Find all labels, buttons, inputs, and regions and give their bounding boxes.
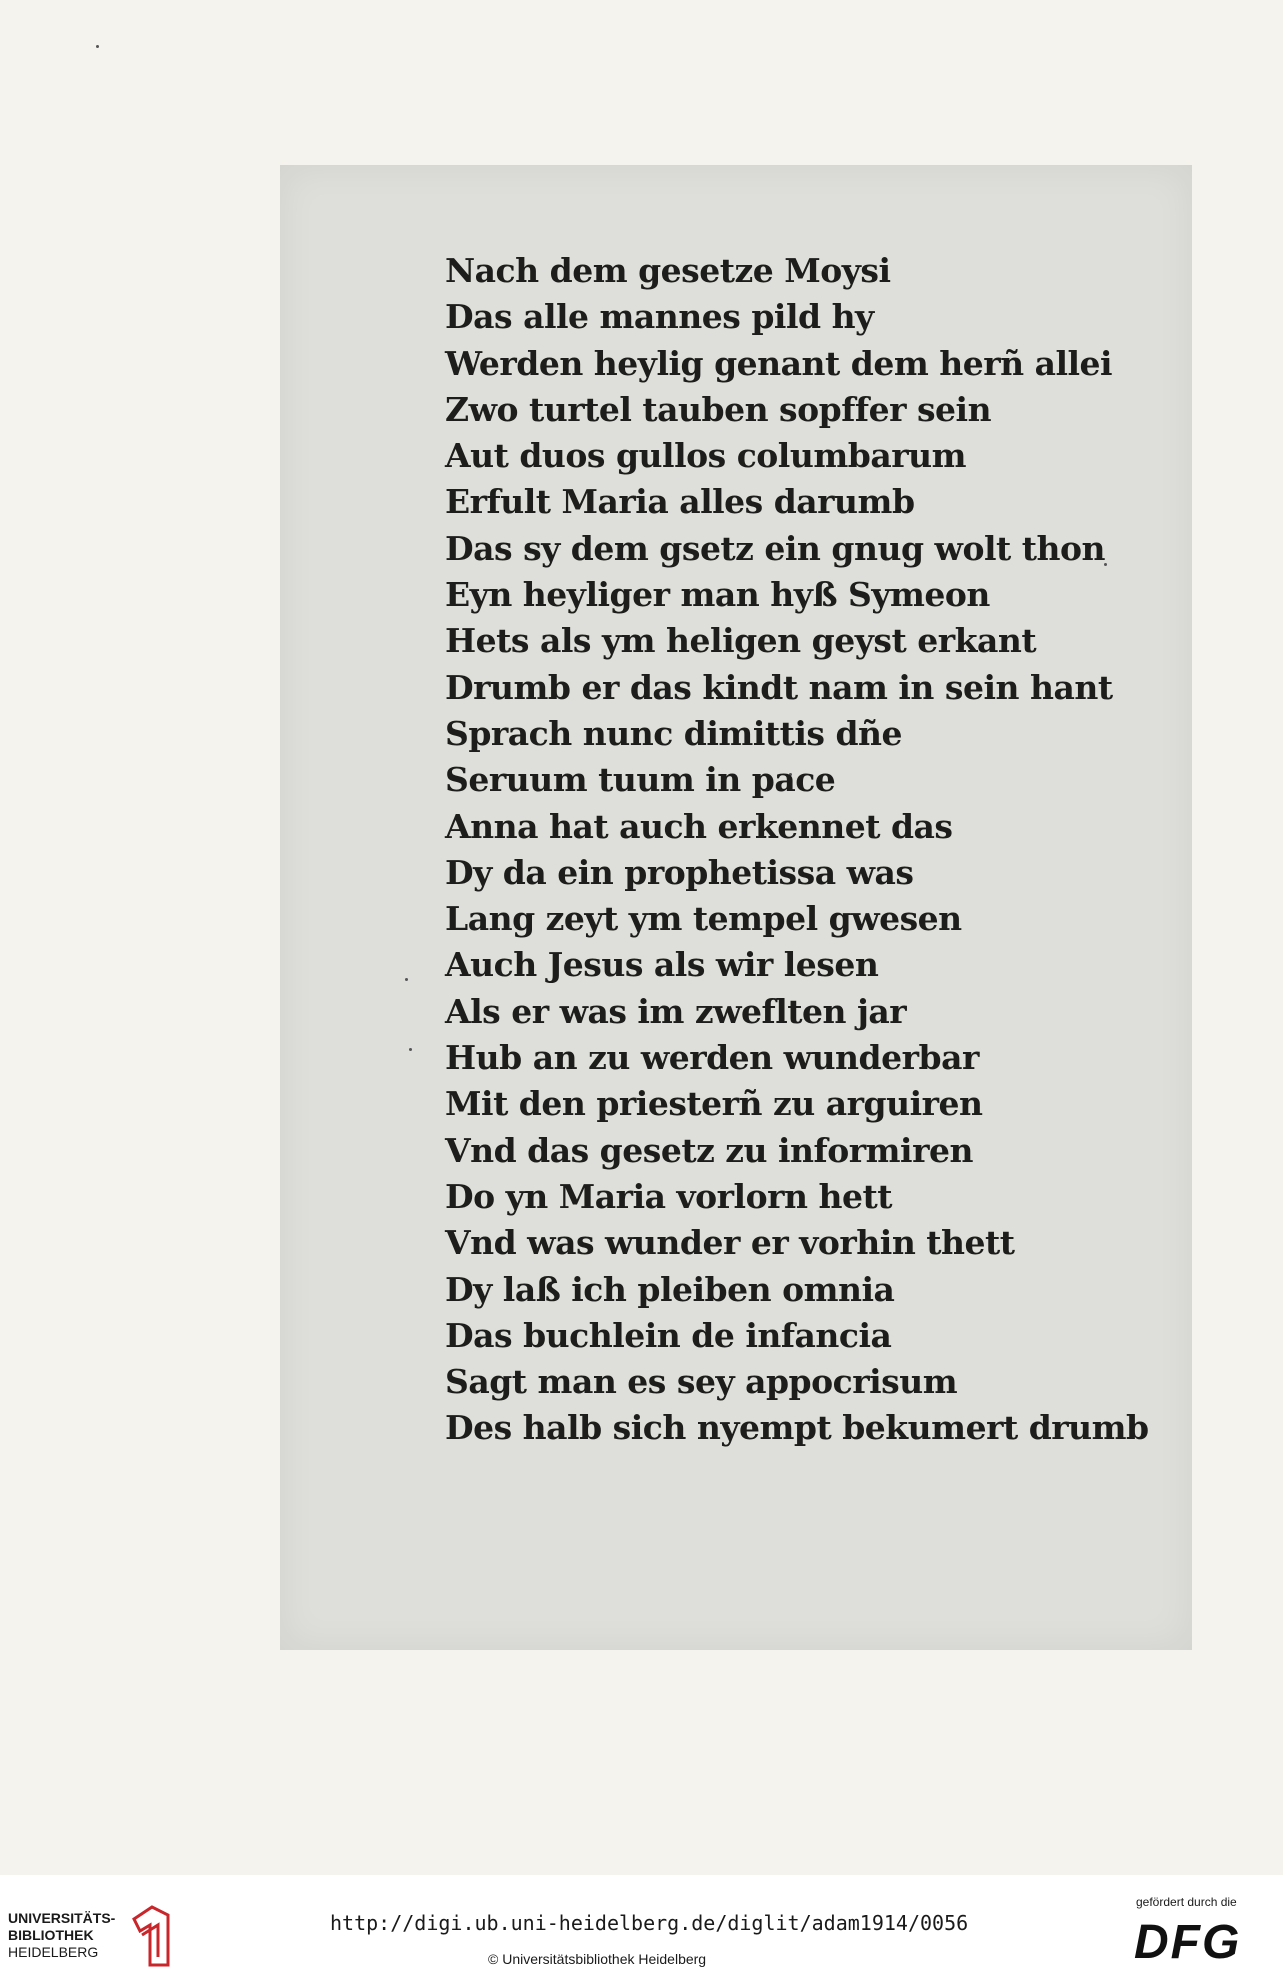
verse-line: Vnd das gesetz zu informiren — [445, 1130, 973, 1170]
verse-line: Das sy dem gsetz ein gnug wolt thon — [445, 528, 1105, 568]
verse-line: Eyn heyliger man hyß Symeon — [445, 575, 990, 615]
permalink-url[interactable]: http://digi.ub.uni-heidelberg.de/diglit/adam1914/0056 — [330, 1911, 969, 1935]
verse-line: Hub an zu werden wunderbar — [445, 1038, 979, 1078]
verse-line: Do yn Maria vorlorn hett — [445, 1176, 892, 1216]
dust-speck — [405, 978, 408, 981]
verse-line: Nach dem gesetze Moysi — [445, 251, 891, 290]
verse-line: Dy laß ich pleiben omnia — [445, 1269, 895, 1309]
library-logo-line: UNIVERSITÄTS- — [8, 1910, 116, 1926]
dust-speck — [409, 1048, 412, 1051]
verse-line: Erfult Maria alles darumb — [445, 482, 915, 522]
verse-line: Mit den priesterñ zu arguiren — [445, 1084, 983, 1124]
verse-line: Seruum tuum in pace — [445, 760, 836, 800]
verse-line: Als er was im zweflten jar — [445, 991, 907, 1031]
dfg-logo[interactable]: DFG — [1134, 1916, 1242, 1969]
verse-line: Zwo turtel tauben sopffer sein — [445, 389, 992, 429]
verse-line: Hets als ym heligen geyst erkant — [445, 621, 1037, 661]
funding-label: gefördert durch die — [1136, 1895, 1237, 1909]
verse-line: Sprach nunc dimittis dñe — [445, 713, 903, 753]
verse-line: Drumb er das kindt nam in sein hant — [445, 667, 1113, 707]
verse-line: Lang zeyt ym tempel gwesen — [445, 899, 962, 939]
verse-line: Des halb sich nyempt bekumert drumb — [445, 1408, 1149, 1448]
copyright-notice: © Universitätsbibliothek Heidelberg — [488, 1951, 707, 1967]
verse-line: Aut duos gullos columbarum — [445, 436, 966, 476]
dust-speck — [96, 45, 99, 48]
library-mark-icon — [130, 1905, 170, 1967]
verse-line: Werden heylig genant dem herñ allei — [445, 343, 1113, 383]
verse-line: Auch Jesus als wir lesen — [445, 945, 879, 985]
verse-line: Sagt man es sey appocrisum — [445, 1362, 958, 1402]
verse-line: Das alle mannes pild hy — [445, 297, 874, 337]
footer-bar — [0, 1875, 1283, 1985]
library-logo[interactable] — [8, 1910, 115, 1961]
library-logo-line: BIBLIOTHEK — [8, 1927, 94, 1943]
verse-line: Anna hat auch erkennet das — [445, 806, 953, 846]
verse-line: Das buchlein de infancia — [445, 1315, 892, 1355]
library-logo-line: HEIDELBERG — [8, 1944, 99, 1960]
verse-line: Dy da ein prophetissa was — [445, 852, 914, 892]
verse-line: Vnd was wunder er vorhin thett — [445, 1223, 1015, 1263]
verse-text — [445, 248, 1165, 1452]
